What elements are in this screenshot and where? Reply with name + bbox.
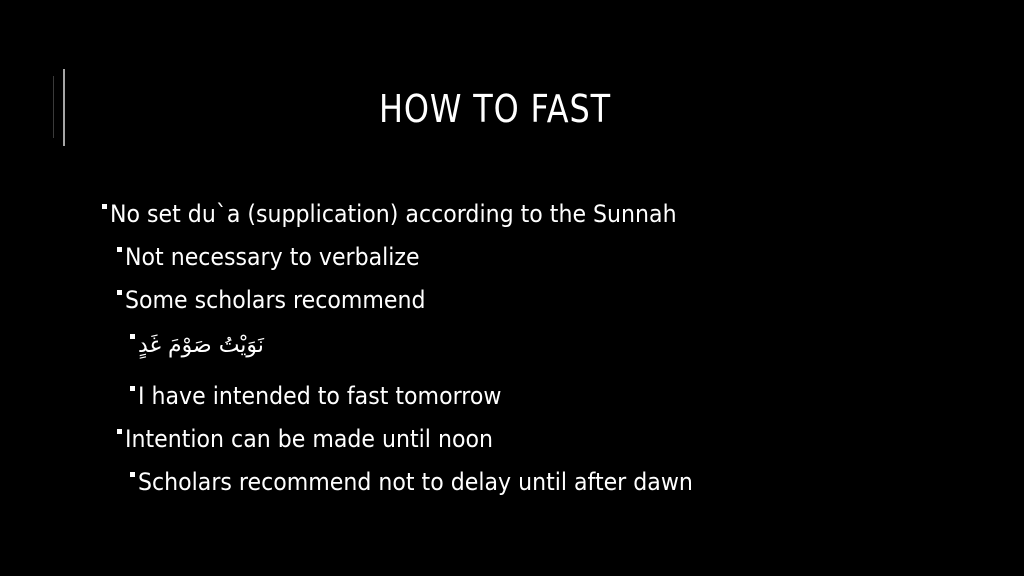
- bullet-text-arabic: نَوَيْتُ صَوْمَ غَدٍ: [138, 333, 264, 358]
- bullet-marker-icon: [117, 247, 122, 252]
- bullet-item: [130, 381, 533, 411]
- bullet-marker-icon: [130, 386, 135, 391]
- bullet-item: [130, 331, 264, 361]
- bullet-item: [102, 199, 726, 229]
- bullet-item: [130, 467, 741, 497]
- bullet-text: I have intended to fast tomorrow: [138, 382, 502, 410]
- bullet-text: Some scholars recommend: [125, 286, 426, 314]
- bullet-item: [117, 424, 525, 454]
- bullet-text: Not necessary to verbalize: [125, 243, 420, 271]
- bullet-text: No set du`a (supplication) according to the Sunnah: [110, 200, 677, 228]
- bullet-marker-icon: [117, 290, 122, 295]
- bullet-marker-icon: [130, 472, 135, 477]
- bullet-item: [117, 242, 445, 272]
- bullet-marker-icon: [117, 429, 122, 434]
- bullet-text: Intention can be made until noon: [125, 425, 493, 453]
- bullet-item: [117, 285, 452, 315]
- bullet-marker-icon: [130, 334, 135, 339]
- bullet-marker-icon: [102, 204, 107, 209]
- bullet-text: Scholars recommend not to delay until after dawn: [138, 468, 693, 496]
- slide-title: HOW TO FAST: [379, 87, 611, 131]
